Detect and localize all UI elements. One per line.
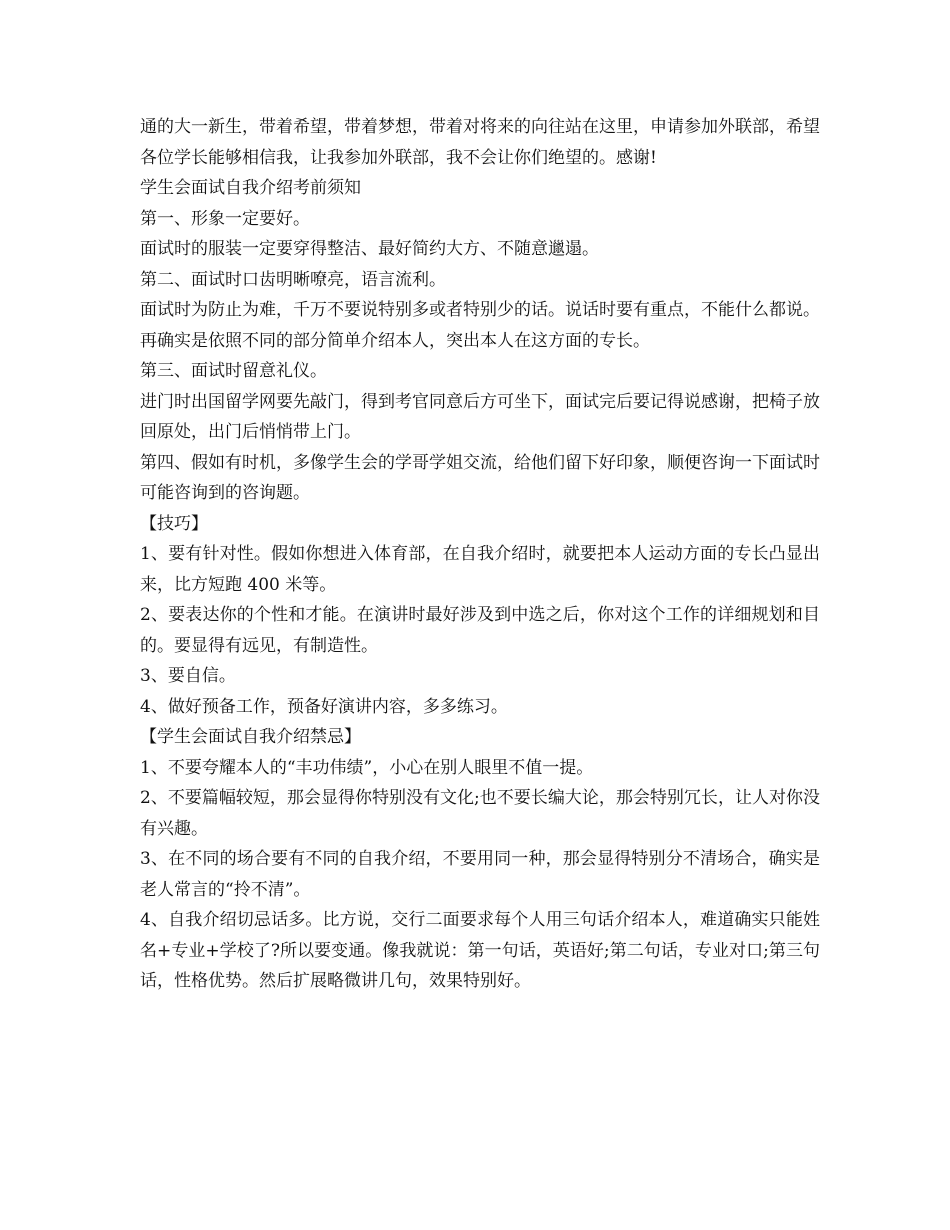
taboo-four: 4、自我介绍切忌话多。比方说，交行二面要求每个人用三句话介绍本人，难道确实只能姓名+专业+学校了?所以要变通。像我就说：第一句话，英语好;第二句话，专业对口;第三句话，性格优势。然后扩展略微讲几句，效果特别好。 — [140, 910, 820, 991]
taboo-one: 1、不要夸耀本人的“丰功伟绩”，小心在别人眼里不值一提。 — [140, 757, 594, 778]
tip-two: 2、要表达你的个性和才能。在演讲时最好涉及到中选之后，你对这个工作的详细规划和目的。要显得有远见，有制造性。 — [140, 605, 820, 656]
point-two-body: 面试时为防止为难，千万不要说特别多或者特别少的话。说话时要有重点，不能什么都说。再确实是依照不同的部分简单介绍本人，突出本人在这方面的专长。 — [140, 300, 820, 351]
document-body — [140, 112, 820, 997]
paragraph-intro-continuation: 通的大一新生，带着希望，带着梦想，带着对将来的向往站在这里，申请参加外联部，希望各位学长能够相信我，让我参加外联部，我不会让你们绝望的。感谢! — [140, 117, 820, 168]
point-three-title: 第三、面试时留意礼仪。 — [140, 361, 327, 381]
tip-four: 4、做好预备工作，预备好演讲内容，多多练习。 — [140, 696, 508, 717]
section-title-taboos: 【学生会面试自我介绍禁忌】 — [140, 727, 361, 747]
tip-three: 3、要自信。 — [140, 666, 236, 686]
taboo-three: 3、在不同的场合要有不同的自我介绍，不要用同一种，那会显得特别分不清场合，确实是老人常言的“拎不清”。 — [140, 849, 820, 900]
point-one-title: 第一、形象一定要好。 — [140, 208, 310, 229]
point-one-body: 面试时的服装一定要穿得整洁、最好简约大方、不随意邋遢。 — [140, 239, 599, 259]
point-four-body: 第四、假如有时机，多像学生会的学哥学姐交流，给他们留下好印象，顺便咨询一下面试时可能咨询到的咨询题。 — [140, 452, 820, 503]
point-three-body: 进门时出国留学网要先敲门，得到考官同意后方可坐下，面试完后要记得说感谢，把椅子放回原处，出门后悄悄带上门。 — [140, 391, 820, 442]
point-two-title: 第二、面试时口齿明晰嘹亮，语言流利。 — [140, 269, 446, 290]
taboo-two: 2、不要篇幅较短，那会显得你特别没有文化;也不要长编大论，那会特别冗长，让人对你没有兴趣。 — [140, 788, 820, 839]
tip-one: 1、要有针对性。假如你想进入体育部，在自我介绍时，就要把本人运动方面的专长凸显出来，比方短跑 400 米等。 — [140, 544, 820, 595]
section-title-interview-notes: 学生会面试自我介绍考前须知 — [140, 178, 361, 198]
section-title-tips: 【技巧】 — [140, 513, 208, 534]
